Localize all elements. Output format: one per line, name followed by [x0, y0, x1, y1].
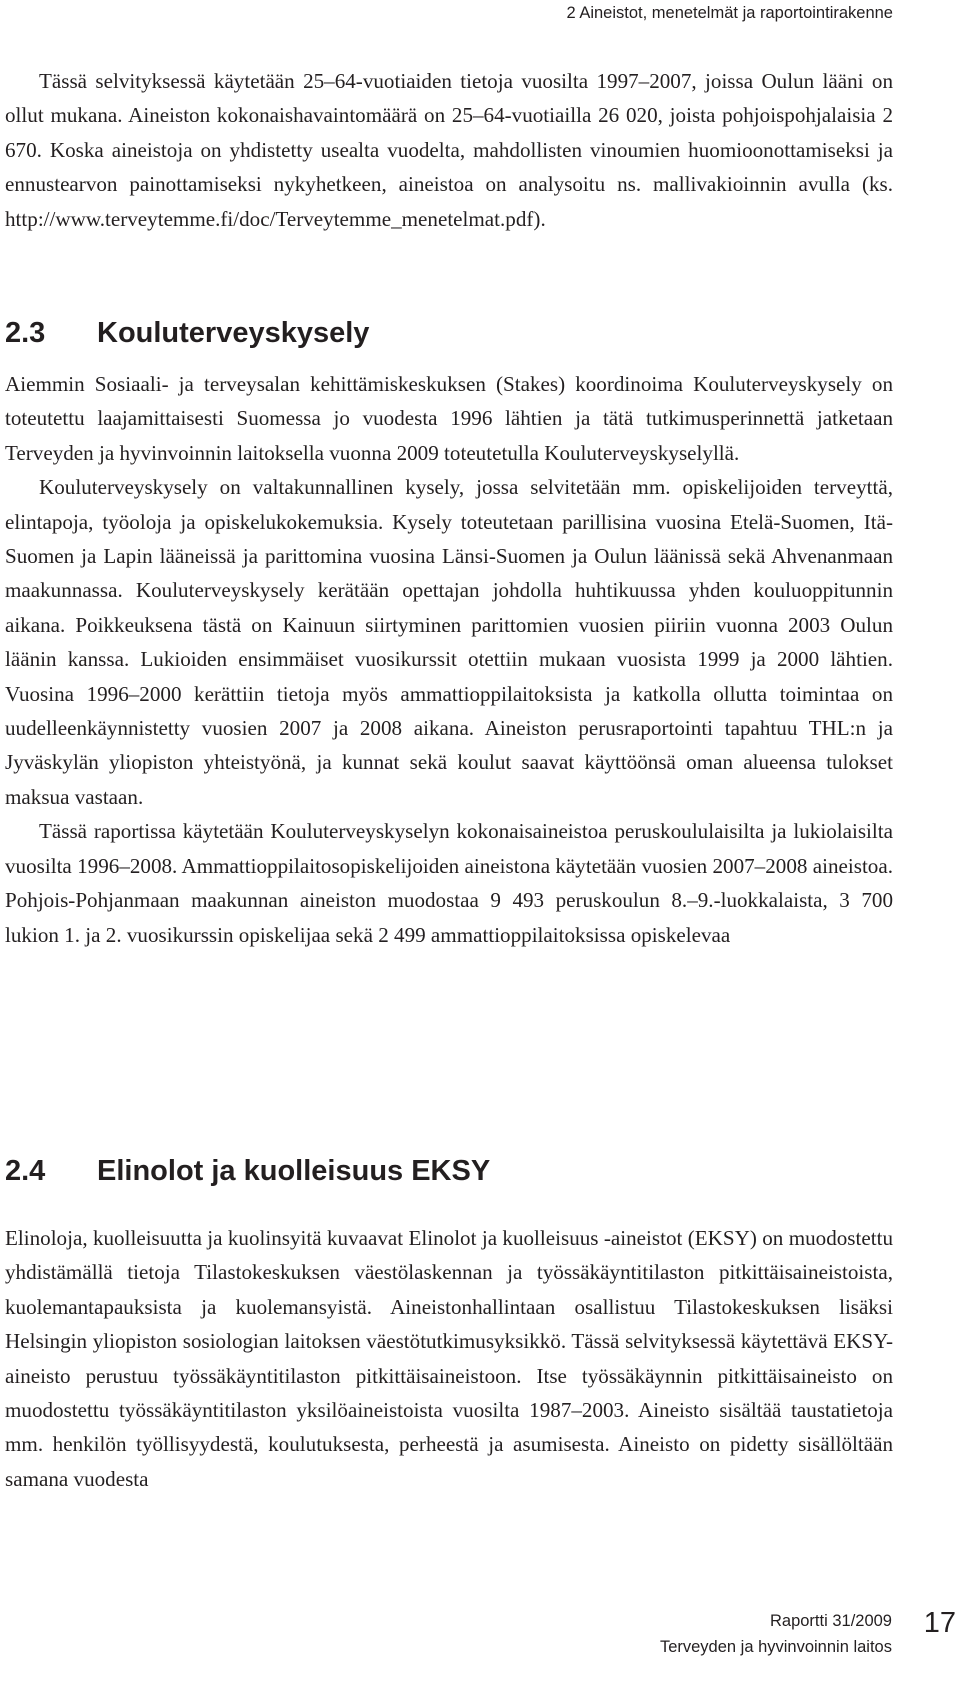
section-title: Kouluterveyskysely — [97, 317, 370, 349]
page-footer — [660, 1608, 892, 1660]
section-2-3-body — [5, 367, 893, 952]
section-heading-2-4 — [5, 1153, 893, 1189]
section-2-4-body — [5, 1221, 893, 1496]
section-number: 2.4 — [5, 1155, 46, 1187]
section-heading-2-3 — [5, 315, 893, 351]
page-number: 17 — [923, 1607, 956, 1639]
body-paragraph: Elinoloja, kuolleisuutta ja kuolinsyitä kuvaavat Elinolot ja kuolleisuus -aineistot (EKSY) on muodostettu yhdistämällä tietoja Tilastokeskuksen väestölaskennan ja työssäkäyntitilaston pitkittäisaineistoista, kuolemantapauksista ja kuolemansyistä. Aineistonhallintaan osallistuu Tilastokeskuksen lisäksi Helsingin yliopiston sosiologian laitoksen väestötutkimusyksikkö. Tässä selvityksessä käytettävä EKSY-aineisto perustuu työssäkäyntitilaston pitkittäisaineistoon. Itse työssäkäynnin pitkittäisaineisto on muodostettu työssäkäyntitilaston yksilöaineistoista vuosilta 1987–2003. Aineisto sisältää taustatietoja mm. henkilön työllisyydestä, koulutuksesta, perheestä ja asumisesta. Aineisto on pidetty sisällöltään samana vuodesta — [5, 1226, 893, 1491]
section-number: 2.3 — [5, 317, 46, 349]
running-header-title: 2 Aineistot, menetelmät ja raportointirakenne — [566, 4, 893, 22]
body-paragraph: Tässä raportissa käytetään Kouluterveyskyselyn kokonaisaineistoa peruskoululaisilta ja lukiolaisilta vuosilta 1996–2008. Ammattioppilaitosopiskelijoiden aineistona käytetään vuosien 2007–2008 aineistoa. Pohjois-Pohjanmaan maakunnan aineiston muodostaa 9 493 peruskoulun 8.–9.-luokkalaista, 3 700 lukion 1. ja 2. vuosikurssin opiskelijaa sekä 2 499 ammattioppilaitoksissa opiskelevaa — [5, 819, 893, 947]
body-paragraph: Aiemmin Sosiaali- ja terveysalan kehittämiskeskuksen (Stakes) koordinoima Kouluterveyskysely on toteutettu laajamittaisesti Suomessa jo vuodesta 1996 lähtien ja tätä tutkimusperinnettä jatketaan Terveyden ja hyvinvoinnin laitoksella vuonna 2009 toteutetulla Kouluterveyskyselyllä. — [5, 372, 893, 465]
body-paragraph: Kouluterveyskysely on valtakunnallinen kysely, jossa selvitetään mm. opiskelijoiden terveyttä, elintapoja, työoloja ja opiskelukokemuksia. Kysely toteutetaan parillisina vuosina Etelä-Suomen, Itä-Suomen ja Lapin lääneissä ja parittomina vuosina Länsi-Suomen ja Oulun läänissä sekä Ahvenanmaan maakunnassa. Kouluterveyskysely kerätään opettajan johdolla huhtikuussa yhden kouluoppitunnin aikana. Poikkeuksena tästä on Kainuun siirtyminen parittomien vuosien piiriin vuonna 2003 Oulun läänin kanssa. Lukioiden ensimmäiset vuosikurssit otettiin mukaan vuosista 1999 ja 2000 lähtien. Vuosina 1996–2000 kerättiin tietoja myös ammattioppilaitoksista ja katkolla ollutta toimintaa on uudelleenkäynnistetty vuosien 2007 ja 2008 aikana. Aineiston perusraportointi tapahtuu THL:n ja Jyväskylän yliopiston yhteistyönä, ja kunnat sekä koulut saavat käyttöönsä oman alueensa tulokset maksua vastaan. — [5, 475, 893, 809]
intro-section — [5, 64, 893, 236]
intro-paragraph: Tässä selvityksessä käytetään 25–64-vuotiaiden tietoja vuosilta 1997–2007, joissa Oulun lääni on ollut mukana. Aineiston kokonaishavaintomäärä on 25–64-vuotiailla 26 020, joista pohjoispohjalaisia 2 670. Koska aineistoja on yhdistetty usealta vuodelta, mahdollisten vinoumien huomioonottamiseksi ja ennustearvon painottamiseksi nykyhetkeen, aineistoa on analysoitu ns. mallivakioinnin avulla (ks. http://www.terveytemme.fi/doc/Terveytemme_menetelmat.pdf). — [5, 69, 893, 231]
publisher-name: Terveyden ja hyvinvoinnin laitos — [659, 1638, 892, 1656]
section-title: Elinolot ja kuolleisuus EKSY — [97, 1155, 491, 1187]
running-header — [0, 0, 893, 26]
report-id: Raportti 31/2009 — [769, 1612, 892, 1630]
